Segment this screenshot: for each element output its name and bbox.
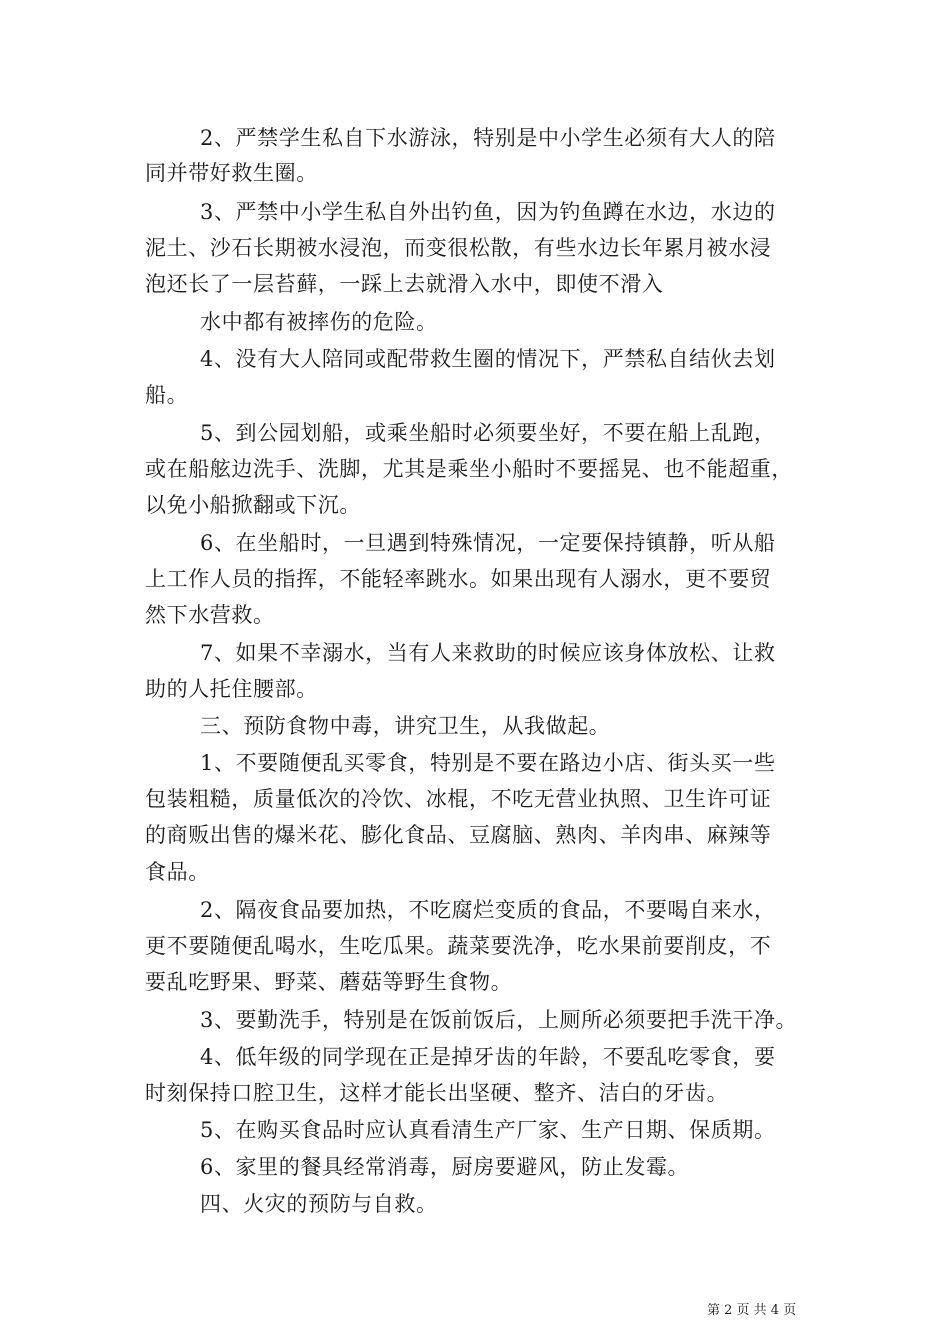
text-line: 4、没有大人陪同或配带救生圈的情况下，严禁私自结伙去划 (200, 347, 776, 371)
text-line: 然下水营救。 (145, 603, 275, 627)
text-line: 助的人托住腰部。 (145, 677, 318, 701)
text-line: 7、如果不幸溺水，当有人来救助的时候应该身体放松、让救 (200, 641, 776, 665)
text-line: 泡还长了一层苔藓，一踩上去就滑入水中，即使不滑入 (145, 272, 664, 296)
text-line: 6、在坐船时，一旦遇到特殊情况，一定要保持镇静，听从船 (200, 531, 776, 555)
text-line: 时刻保持口腔卫生，这样才能长出坚硬、整齐、洁白的牙齿。 (145, 1081, 729, 1105)
text-line: 3、要勤洗手，特别是在饭前饭后，上厕所必须要把手洗干净。 (200, 1008, 798, 1032)
text-line: 或在船舷边洗手、洗脚，尤其是乘坐小船时不要摇晃、也不能超重， (145, 457, 793, 481)
page-number: 第 2 页 共 4 页 (707, 1303, 797, 1318)
text-line: 上工作人员的指挥，不能轻率跳水。如果出现有人溺水，更不要贸 (145, 567, 772, 591)
text-line: 船。 (145, 383, 189, 407)
text-line: 食品。 (145, 860, 210, 884)
text-line: 2、严禁学生私自下水游泳，特别是中小学生必须有大人的陪 (200, 126, 776, 150)
text-line: 5、到公园划船，或乘坐船时必须要坐好，不要在船上乱跑， (200, 421, 776, 445)
text-line: 泥土、沙石长期被水浸泡，而变很松散，有些水边长年累月被水浸 (145, 236, 772, 260)
text-line: 2、隔夜食品要加热，不吃腐烂变质的食品，不要喝自来水， (200, 898, 776, 922)
text-line: 3、严禁中小学生私自外出钓鱼，因为钓鱼蹲在水边，水边的 (200, 200, 776, 224)
text-line: 同并带好救生圈。 (145, 161, 318, 185)
text-line: 的商贩出售的爆米花、膨化食品、豆腐脑、熟肉、羊肉串、麻辣等 (145, 823, 772, 847)
text-line: 要乱吃野果、野菜、蘑菇等野生食物。 (145, 970, 513, 994)
text-line: 以免小船掀翻或下沉。 (145, 493, 361, 517)
text-line: 5、在购买食品时应认真看清生产厂家、生产日期、保质期。 (200, 1118, 776, 1142)
section-heading: 三、预防食物中毒，讲究卫生，从我做起。 (200, 714, 611, 738)
text-line: 1、不要随便乱买零食，特别是不要在路边小店、街头买一些 (200, 751, 776, 775)
text-line: 更不要随便乱喝水，生吃瓜果。蔬菜要洗净，吃水果前要削皮，不 (145, 934, 772, 958)
text-line: 包装粗糙，质量低次的冷饮、冰棍，不吃无营业执照、卫生许可证 (145, 787, 772, 811)
text-line: 4、低年级的同学现在正是掉牙齿的年龄，不要乱吃零食，要 (200, 1045, 776, 1069)
text-line: 6、家里的餐具经常消毒，厨房要避风，防止发霉。 (200, 1155, 690, 1179)
text-line: 水中都有被摔伤的危险。 (200, 310, 438, 334)
section-heading: 四、火灾的预防与自救。 (200, 1192, 438, 1216)
